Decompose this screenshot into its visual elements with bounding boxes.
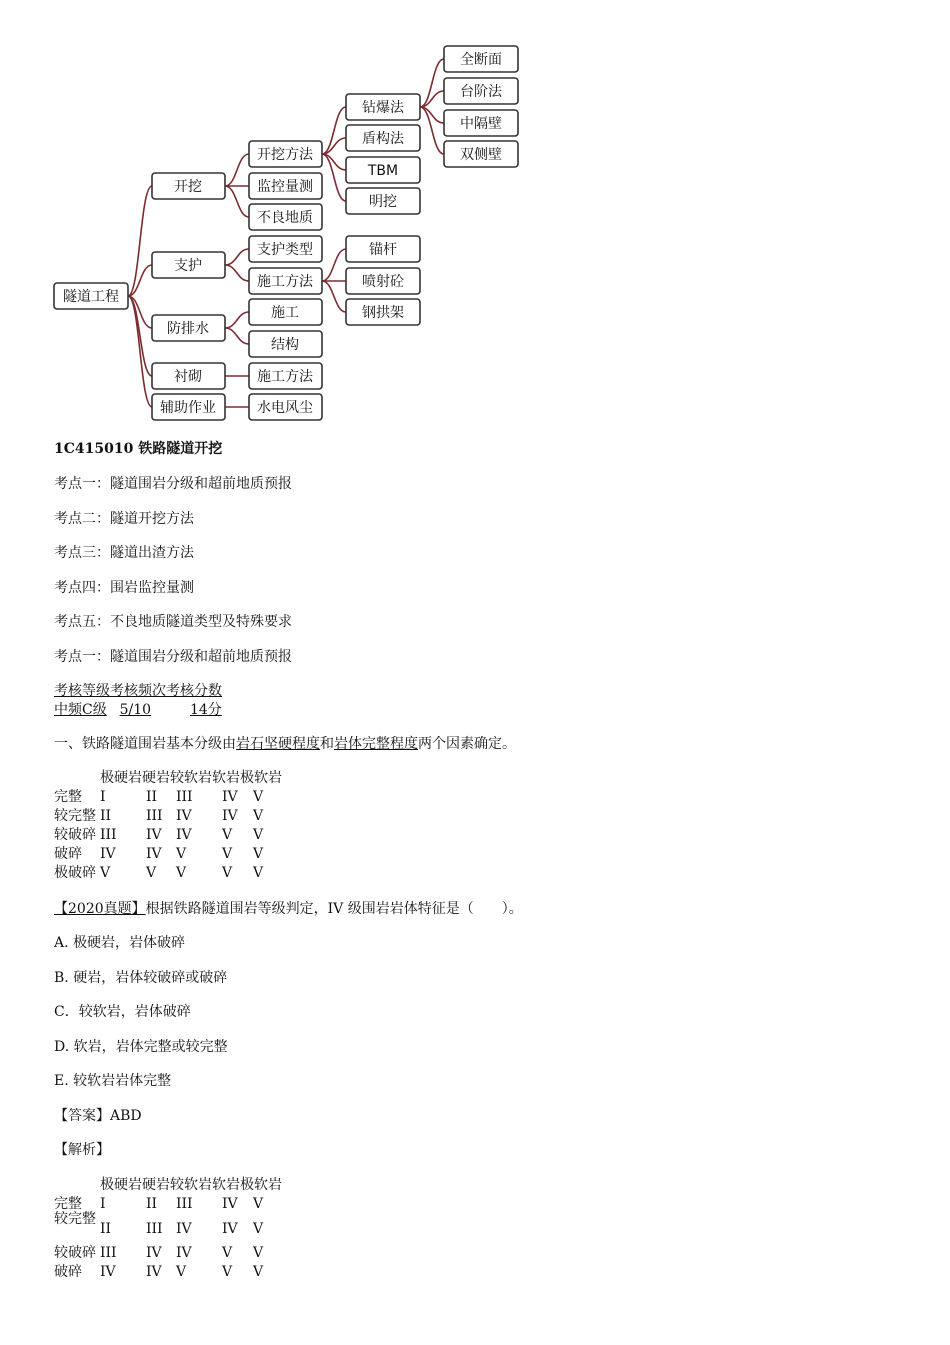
exam-info-header: 考核等级考核频次考核分数: [54, 683, 222, 699]
mindmap-node-support: [152, 252, 225, 278]
mindmap-node-water-construction: [249, 299, 322, 325]
svg-text:喷射砼: 喷射砼: [362, 274, 404, 290]
mindmap-node-tbm: [346, 157, 420, 183]
svg-text:锚杆: 锚杆: [369, 242, 397, 258]
term-rock-integrity: 岩体完整程度: [334, 736, 418, 752]
answer: 【答案】ABD: [54, 1108, 142, 1124]
mindmap-node-open-cut: [346, 188, 420, 214]
analysis-label: 【解析】: [54, 1142, 110, 1158]
mindmap-node-full-section: [444, 46, 518, 72]
section-title: 1C415010 铁路隧道开挖: [54, 441, 223, 457]
option-d: D. 软岩，岩体完整或较完整: [54, 1039, 228, 1055]
mindmap-node-anchor: [346, 236, 420, 262]
exam-level: 中频C级: [54, 702, 107, 718]
option-e: E. 较软岩岩体完整: [54, 1073, 172, 1089]
svg-text:施工: 施工: [271, 305, 299, 321]
svg-text:水电风尘: 水电风尘: [257, 400, 313, 416]
mindmap-node-monitoring: [249, 173, 322, 199]
exam-frequency: 5/10: [119, 702, 152, 718]
mindmap-node-root: [54, 283, 128, 309]
svg-text:明挖: 明挖: [369, 194, 397, 210]
mindmap-node-center-diaphragm: [444, 110, 518, 136]
svg-text:中隔壁: 中隔壁: [460, 116, 502, 132]
exam-info-values: [54, 701, 222, 719]
svg-text:钻爆法: 钻爆法: [362, 100, 404, 116]
point-1: 考点一：隧道围岩分级和超前地质预报: [54, 476, 292, 492]
mindmap-node-auxiliary: [152, 394, 225, 420]
svg-text:防排水: 防排水: [167, 321, 209, 337]
mindmap-node-support-construction: [249, 268, 322, 294]
svg-text:施工方法: 施工方法: [257, 369, 313, 385]
mindmap-node-lining: [152, 363, 225, 389]
mindmap-node-utilities: [249, 394, 322, 420]
svg-text:TBM: TBM: [367, 163, 399, 179]
question-stem: [54, 900, 523, 918]
mindmap-node-bad-geology: [249, 204, 322, 230]
svg-text:结构: 结构: [271, 337, 299, 353]
mindmap-node-steel-arch: [346, 299, 420, 325]
svg-text:钢拱架: 钢拱架: [362, 305, 404, 321]
mindmap-node-lining-construction: [249, 363, 322, 389]
mindmap-diagram: [40, 36, 540, 428]
exam-score: 14分: [189, 702, 222, 718]
mindmap-node-shield: [346, 125, 420, 151]
svg-text:衬砌: 衬砌: [174, 369, 202, 385]
point-3: 考点三：隧道出渣方法: [54, 545, 194, 561]
svg-text:开挖: 开挖: [174, 179, 202, 195]
mindmap-node-excavation-method: [249, 141, 322, 167]
mindmap-node-water-structure: [249, 331, 322, 357]
svg-text:不良地质: 不良地质: [257, 210, 313, 226]
mindmap-node-drill-blast: [346, 94, 420, 120]
svg-text:监控量测: 监控量测: [257, 179, 313, 195]
option-a: A. 极硬岩，岩体破碎: [54, 935, 186, 951]
svg-text:支护: 支护: [174, 258, 202, 274]
option-b: B. 硬岩，岩体较破碎或破碎: [54, 970, 228, 986]
svg-text:辅助作业: 辅助作业: [160, 400, 216, 416]
mindmap-node-waterproofing: [152, 315, 225, 341]
mindmap-node-support-type: [249, 236, 322, 262]
svg-text:施工方法: 施工方法: [257, 274, 313, 290]
grade-intro: 一、铁路隧道围岩基本分级由岩石坚硬程度和岩体完整程度两个因素确定。: [54, 736, 516, 752]
question-tag: 【2020真题】: [54, 901, 146, 917]
svg-text:隧道工程: 隧道工程: [63, 289, 119, 305]
mindmap-node-double-side-drift: [444, 141, 518, 167]
point-5: 考点五：不良地质隧道类型及特殊要求: [54, 614, 292, 630]
mindmap-node-shotcrete: [346, 268, 420, 294]
point-2: 考点二：隧道开挖方法: [54, 511, 194, 527]
mindmap-node-excavation: [152, 173, 225, 199]
term-rock-hardness: 岩石坚硬程度: [236, 736, 320, 752]
point-1-repeat: 考点一：隧道围岩分级和超前地质预报: [54, 649, 292, 665]
svg-text:开挖方法: 开挖方法: [257, 147, 313, 163]
svg-text:全断面: 全断面: [460, 52, 502, 68]
svg-text:台阶法: 台阶法: [460, 84, 502, 100]
point-4: 考点四：围岩监控量测: [54, 580, 194, 596]
option-c: C．较软岩，岩体破碎: [54, 1004, 191, 1020]
page: 隧道工程 开挖 支护 防排水 衬砌 辅助作业 开挖方法 监控量测 不良地质 支护类型 施工方法 施工 结构 施工方法 水电风尘 钻爆法 盾构法 TBM 明挖 锚杆 喷射砼 钢拱架 全断面 台阶法 中隔壁 双侧壁 1C415010 铁路隧道开挖 考点一：隧道围岩分级和超前地质预报 考点二：隧道开挖方法 考点三：隧道出渣方法 考点四：围岩监控量测 考点五：不良地质隧道类型及特殊要求 考点一：隧道围岩分级和超前地质预报 考核等级考核频次考核分数 中频C级 5/10 14分 一、铁路隧道围岩基本分级由岩石坚硬程度和岩体完整程度两个因素确定。 极硬岩硬岩较软岩软岩极软岩 完整 I II III IV V 较完整 II III IV IV V 较破碎 III IV IV V V 破碎 IV IV V V V 极破碎 V V V V V 【2020真题】根据铁路隧道围岩等级判定，IV 级围岩岩体特征是（ ）。 A. 极硬岩，岩体破碎 B. 硬岩，岩体较破碎或破碎 C．较软岩，岩体破碎 D. 软岩，岩体完整或较完整 E. 较软岩岩体完整 【答案】ABD 【解析】 极硬岩硬岩较软岩软岩极软岩 完整 I II III IV V 较完整 II III IV IV V 较破碎 III IV IV V V 破碎 IV IV V V V: [0, 0, 950, 1345]
svg-text:盾构法: 盾构法: [362, 131, 404, 147]
svg-text:支护类型: 支护类型: [257, 242, 313, 258]
mindmap-node-bench: [444, 78, 518, 104]
question-text: 根据铁路隧道围岩等级判定，IV 级围岩岩体特征是（ ）。: [145, 901, 523, 917]
svg-text:双侧壁: 双侧壁: [460, 147, 502, 163]
